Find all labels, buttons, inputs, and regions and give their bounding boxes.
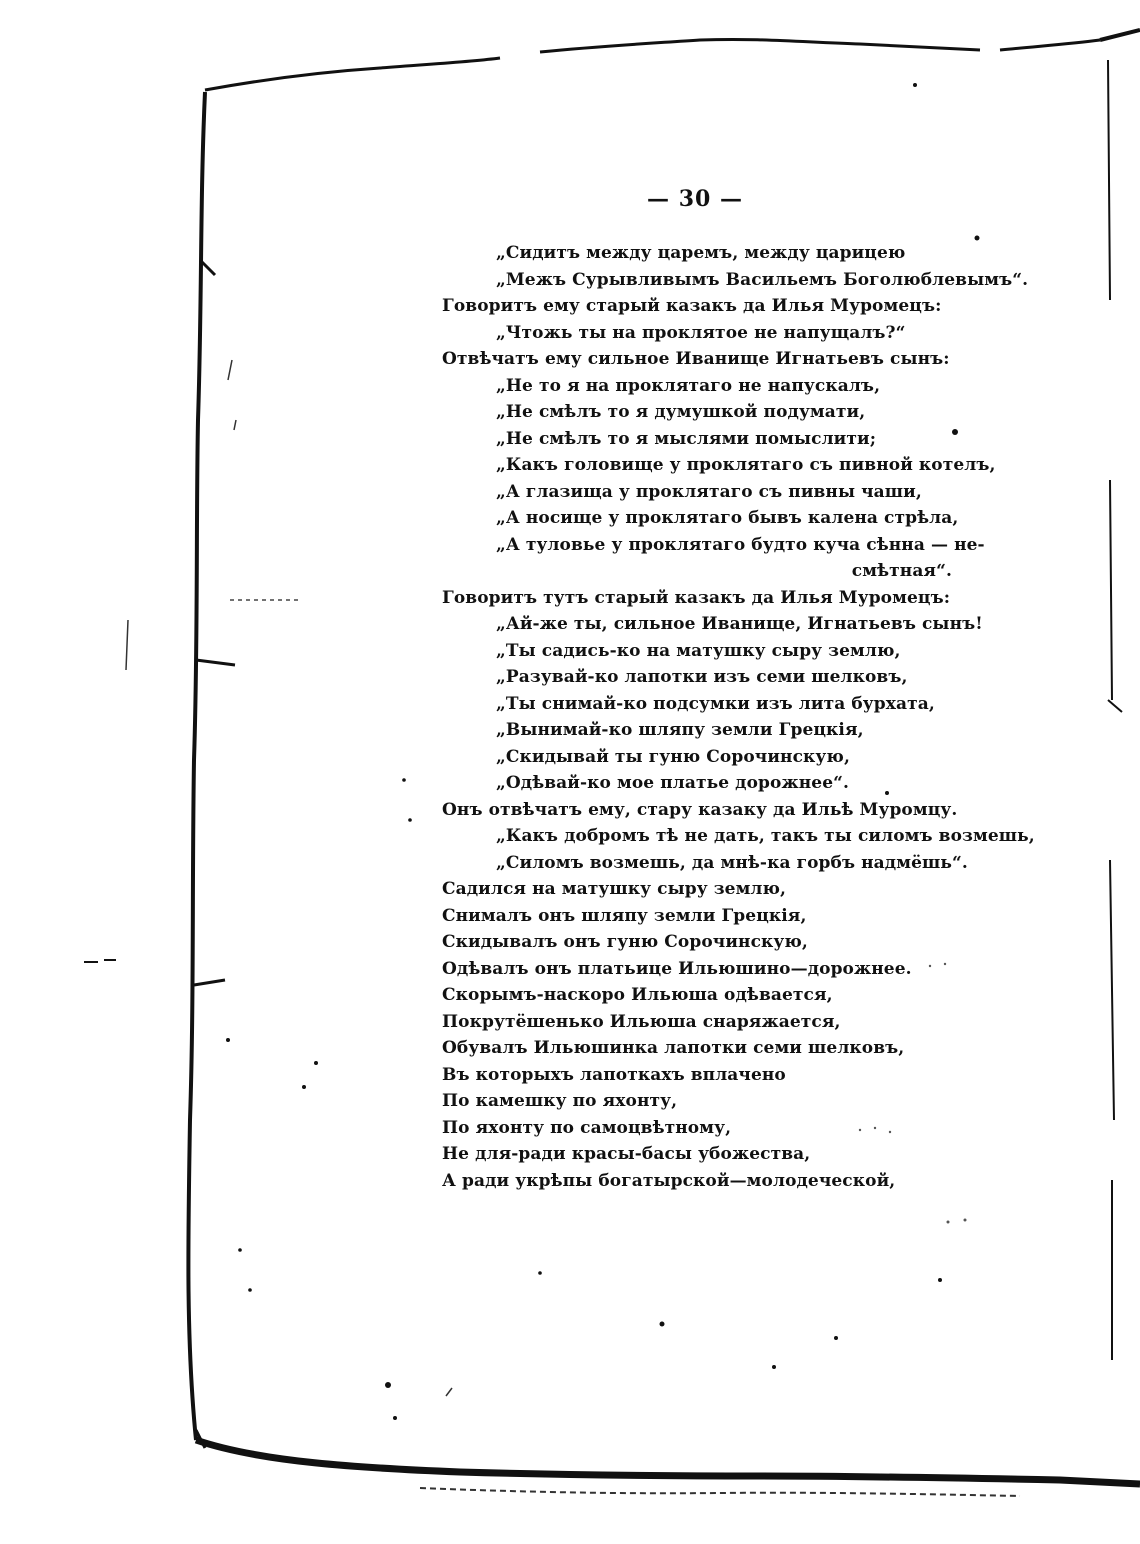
text-line: „А носище у проклятаго бывъ калена стрѣла, [496, 508, 959, 528]
text-line: „Силомъ возмешь, да мнѣ-ка горбъ надмёшь“. [496, 852, 968, 873]
text-line: „Ай-же ты, сильное Иванище, Игнатьевъ сынъ! [496, 614, 983, 634]
text-line: „Разувай-ко лапотки изъ семи шелковъ, [496, 667, 908, 687]
text-line: „Чтожь ты на проклятое не напущалъ?“ [496, 322, 906, 343]
text-line: „Какъ головище у проклятаго съ пивной котелъ, [496, 455, 996, 475]
text-line: „Не то я на проклятаго не напускалъ, [496, 375, 881, 396]
text-line: По камешку по яхонту, [442, 1091, 678, 1111]
text-line: „А туловье у проклятаго будто куча сѣнна — не- [496, 534, 985, 555]
text-line: „Не смѣлъ то я думушкой подумати, [496, 402, 866, 422]
text-line: „Скидывай ты гуню Сорочинскую, [496, 746, 850, 767]
text-line: Садился на матушку сыру землю, [442, 879, 787, 899]
bottom-page-edge [196, 1440, 1140, 1484]
text-line: Скорымъ-наскоро Ильюша одѣвается, [442, 985, 833, 1005]
page-number: — 30 — [647, 186, 743, 212]
text-line: Говоритъ ему старый казакъ да Илья Муромецъ: [442, 296, 942, 316]
right-page-edge [1108, 60, 1122, 1360]
text-line: „А глазища у проклятаго съ пивны чаши, [496, 481, 922, 502]
text-line: Одѣвалъ онъ платьице Ильюшино—дорожнее. [442, 958, 912, 979]
text-line: Онъ отвѣчатъ ему, стару казаку да Ильѣ Муромцу. [442, 799, 958, 820]
top-page-edge [205, 39, 1100, 90]
text-line: „Вынимай-ко шляпу земли Грецкія, [496, 720, 864, 740]
text-line: Не для-ради красы-басы убожества, [442, 1144, 811, 1164]
text-line: Скидывалъ онъ гуню Сорочинскую, [442, 932, 808, 952]
text-line: По яхонту по самоцвѣтному, [442, 1117, 732, 1138]
text-line: „Не смѣлъ то я мыслями помыслити; [496, 428, 877, 449]
text-line: Въ которыхъ лапоткахъ вплачено [442, 1064, 786, 1085]
text-line: Снималъ онъ шляпу земли Грецкія, [442, 905, 807, 926]
text-line: смѣтная“. [851, 561, 952, 581]
poem-text [442, 240, 1035, 1194]
text-line: „Ты садись-ко на матушку сыру землю, [496, 640, 901, 661]
text-line: Отвѣчатъ ему сильное Иванище Игнатьевъ сынъ: [442, 349, 950, 369]
text-line: „Ты снимай-ко подсумки изъ лита бурхата, [496, 693, 935, 714]
text-line: Покрутёшенько Ильюша снаряжается, [442, 1011, 841, 1032]
text-line: Обувалъ Ильюшинка лапотки семи шелковъ, [442, 1038, 905, 1058]
text-line: „Какъ добромъ тѣ не дать, такъ ты силомъ возмешь, [496, 826, 1035, 846]
text-line: А ради укрѣпы богатырской—молодеческой, [442, 1170, 896, 1191]
text-line: „Одѣвай-ко мое платье дорожнее“. [496, 773, 850, 793]
left-page-edge [188, 92, 205, 1440]
text-line: Говоритъ тутъ старый казакъ да Илья Муромецъ: [442, 587, 951, 608]
text-line: „Сидитъ между царемъ, между царицею [496, 243, 906, 263]
text-line: „Межъ Сурывливымъ Васильемъ Боголюблевымъ“. [496, 269, 1029, 290]
